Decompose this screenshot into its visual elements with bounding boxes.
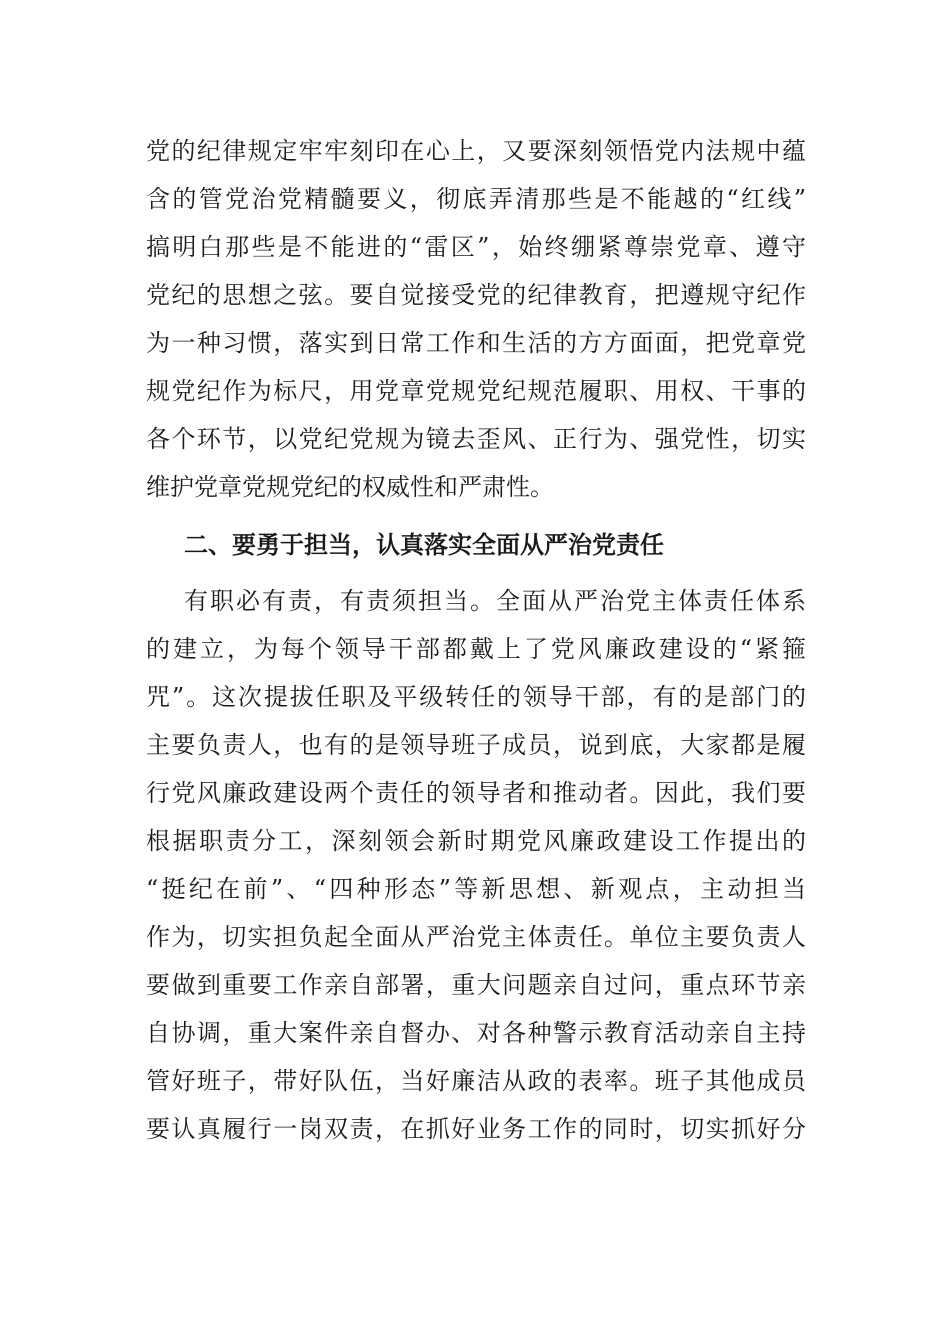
paragraph-line: 党的纪律规定牢牢刻印在心上，又要深刻领悟党内法规中蕴 (146, 137, 806, 165)
paragraph-line: 自协调，重大案件亲自督办、对各种警示教育活动亲自主持 (146, 1019, 806, 1047)
section-heading: 二、要勇于担当，认真落实全面从严治党责任 (184, 531, 664, 559)
paragraph-line: 作为，切实担负起全面从严治党主体责任。单位主要负责人 (146, 923, 806, 951)
document-body (146, 127, 806, 1153)
paragraph-line: 搞明白那些是不能进的“雷区”，始终绷紧尊崇党章、遵守 (146, 233, 806, 261)
paragraph-line: 维护党章党规党纪的权威性和严肃性。 (146, 473, 554, 501)
paragraph-1 (146, 127, 806, 511)
paragraph-line: 有职必有责，有责须担当。全面从严治党主体责任体系 (184, 587, 806, 615)
paragraph-line: 要做到重要工作亲自部署，重大问题亲自过问，重点环节亲 (146, 971, 806, 999)
paragraph-line: 主要负责人，也有的是领导班子成员，说到底，大家都是履 (146, 731, 806, 759)
paragraph-2 (146, 577, 806, 1153)
paragraph-line: 含的管党治党精髓要义，彻底弄清那些是不能越的“红线” (146, 185, 806, 213)
paragraph-line: 为一种习惯，落实到日常工作和生活的方方面面，把党章党 (146, 329, 806, 357)
paragraph-line: “挺纪在前”、“四种形态”等新思想、新观点，主动担当 (146, 875, 806, 903)
paragraph-line: 根据职责分工，深刻领会新时期党风廉政建设工作提出的 (146, 827, 806, 855)
paragraph-line: 要认真履行一岗双责，在抓好业务工作的同时，切实抓好分 (146, 1115, 806, 1143)
paragraph-line: 管好班子，带好队伍，当好廉洁从政的表率。班子其他成员 (146, 1067, 806, 1095)
paragraph-line: 咒”。这次提拔任职及平级转任的领导干部，有的是部门的 (146, 683, 806, 711)
paragraph-line: 行党风廉政建设两个责任的领导者和推动者。因此，我们要 (146, 779, 806, 807)
paragraph-line: 的建立，为每个领导干部都戴上了党风廉政建设的“紧箍 (146, 635, 806, 663)
paragraph-line: 规党纪作为标尺，用党章党规党纪规范履职、用权、干事的 (146, 377, 806, 405)
paragraph-line: 各个环节，以党纪党规为镜去歪风、正行为、强党性，切实 (146, 425, 806, 453)
paragraph-line: 党纪的思想之弦。要自觉接受党的纪律教育，把遵规守纪作 (146, 281, 806, 309)
